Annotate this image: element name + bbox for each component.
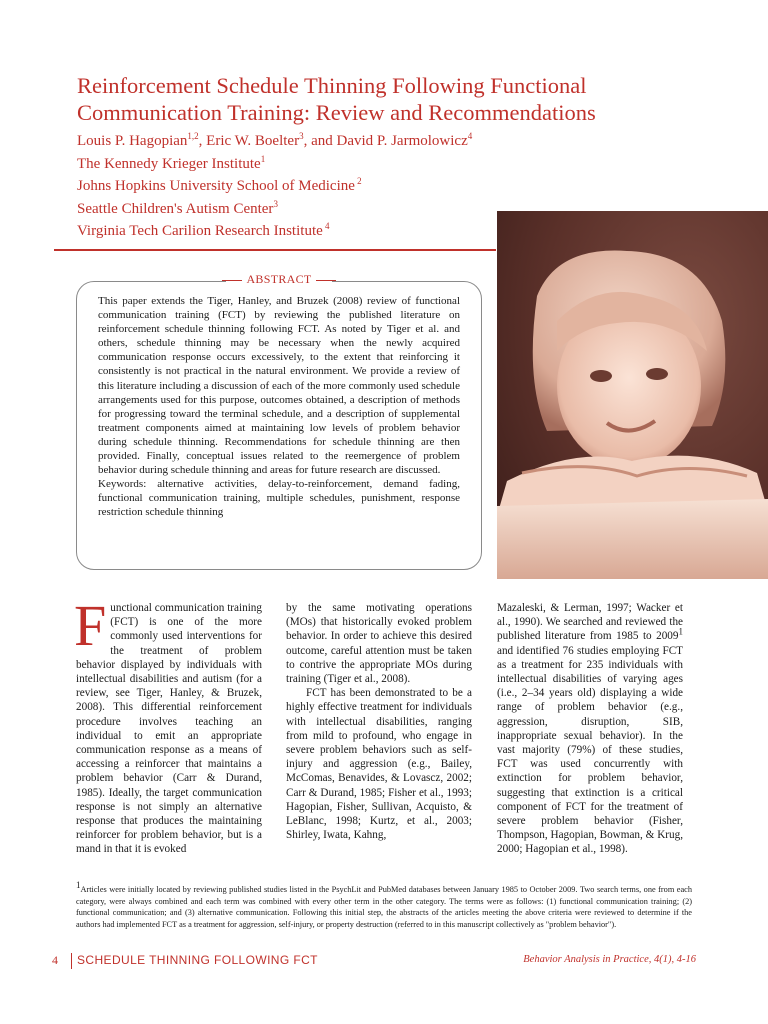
keywords: Keywords: alternative activities, delay-to-reinforcement, demand fading, functional communication training, multiple schedules, punishment, response restriction schedule thinning <box>98 478 460 519</box>
footnote-mark: 1 <box>678 626 683 637</box>
body-paragraph: by the same motivating operations (MOs) that historically evoked problem behavior. In order to achieve this desired outcome, careful attention must be taken to contrive the appropriate MOs during training (Tiger et al., 2008). <box>286 602 472 686</box>
affiliation: The Kennedy Krieger Institute$^1$ <box>77 153 266 172</box>
footnote <box>76 880 692 931</box>
body-paragraph: Mazaleski, & Lerman, 1997; Wacker et al., 1990). We searched and reviewed the published literature from 1985 to 2009 <box>497 602 683 643</box>
page-footer <box>52 953 696 969</box>
journal-citation: Behavior Analysis in Practice, 4(1), 4-16 <box>523 954 696 965</box>
footer-divider <box>71 953 72 969</box>
body-column-3 <box>497 601 683 857</box>
body-paragraph: unctional communication training (FCT) is one of the more commonly used interventions for the treatment of problem behavior displayed by individuals with intellectual disabilities and autism (for a review, see Tiger, Hanley, & Bruzek, 2008). This differential reinforcement procedure involves teaching an individual to emit an appropriate communication response as a means of accessing a reinforcer that maintains a problem behavior (Carr & Durand, 1985). Ideally, the target communication response is not simply an alternative response that produces the maintaining reinforcer for problem behavior, but is a mand in that it is evoked <box>76 602 262 856</box>
author-name: David P. Jarmolowicz <box>336 133 468 149</box>
footnote-text: Articles were initially located by reviewing published studies listed in the PsychLit and PubMed databases between January 1985 to October 2009. Two search terms, one from each category, were always combined and each term was combined with every other term in the other category. The terms were as follows: (1) functional communication training; (2) functional communication; and (3) alternative communication. Following this initial step, the abstracts of the articles meeting the above criteria were reviewed to determine if the authors had implemented FCT as a treatment for aggression, self-injury, or property destruction (referred to in this manuscript collectively as "problem behavior"). <box>76 885 692 930</box>
author-affiliation-mark: 4 <box>467 131 473 141</box>
abstract-body <box>98 294 460 520</box>
body-column-1 <box>74 593 262 857</box>
running-head: SCHEDULE THINNING FOLLOWING FCT <box>77 953 318 967</box>
author-affiliation-mark: 3 <box>299 131 304 141</box>
author-line: Louis P. Hagopian$^{1,2}$, Eric W. Boelter$^3$, and David P. Jarmolowicz$^4$ <box>77 131 473 149</box>
affiliation: Seattle Children's Autism Center$^3$ <box>77 198 278 217</box>
body-column-2 <box>286 601 472 842</box>
author-name: Louis P. Hagopian <box>77 133 188 149</box>
footnote-mark: 1 <box>76 880 81 891</box>
affiliation: Virginia Tech Carilion Research Institute $^4$ <box>77 221 330 239</box>
child-photo <box>497 211 768 579</box>
abstract-heading: ABSTRACT <box>226 272 332 287</box>
body-paragraph: and identified 76 studies employing FCT as a treatment for 235 individuals with intellectual disabilities of varying ages (i.e., 2–34 years old) displaying a wide range of problem behavior (e.g., aggression, disruption, SIB, inappropriate sexual behavior). In the vast majority (79%) of these studies, FCT was used concurrently with extinction for problem behavior, suggesting that extinction is a critical component of FCT for the treatment of severe problem behavior (Fisher, Thompson, Hagopian, Bowman, & Krug, 2000; Hagopian et al., 1998). <box>497 644 683 856</box>
drop-cap: F <box>74 593 107 658</box>
title-rule <box>54 249 496 251</box>
author-name: Eric W. Boelter <box>206 133 300 149</box>
body-paragraph: FCT has been demonstrated to be a highly effective treatment for individuals with intellectual disabilities, ranging from mild to profound, who engage in severe problem behaviors such as self-injury and aggression (e.g., Bailey, McComas, Benavides, & Lovascz, 2002; Carr & Durand, 1985; Fisher et al., 1993; Hagopian, Fisher, Sullivan, Acquisto, & LeBlanc, 1998; Kurtz, et al., 2003; Shirley, Iwata, Kahng, <box>286 687 472 842</box>
paper-title: Reinforcement Schedule Thinning Following Functional Communication Training: Review and Recommendations <box>77 73 596 125</box>
author-affiliation-mark: 1,2 <box>187 131 199 141</box>
page-number: 4 <box>52 953 58 967</box>
affiliation: Johns Hopkins University School of Medicine $^2$ <box>77 176 362 194</box>
author-block <box>77 130 507 243</box>
abstract-paragraph: This paper extends the Tiger, Hanley, and Bruzek (2008) review of functional communication training (FCT) by reviewing the published literature on reinforcement schedule thinning following FCT. As noted by Tiger et al. and others, schedule thinning may be necessary when the newly acquired communication response occurs excessively, to the extent that reinforcing it consistently is not practical in the natural environment. We provide a review of this literature including a discussion of each of the more commonly used schedule arrangements used for this purpose, outcomes obtained, a description of methods for progressing toward the terminal schedule, and a description of supplemental treatment components aimed at maintaining low levels of problem behavior during schedule thinning. Recommendations for schedule thinning are then provided. Finally, conceptual issues related to the reemergence of problem behavior during schedule thinning and areas for future research are discussed. <box>98 295 460 477</box>
